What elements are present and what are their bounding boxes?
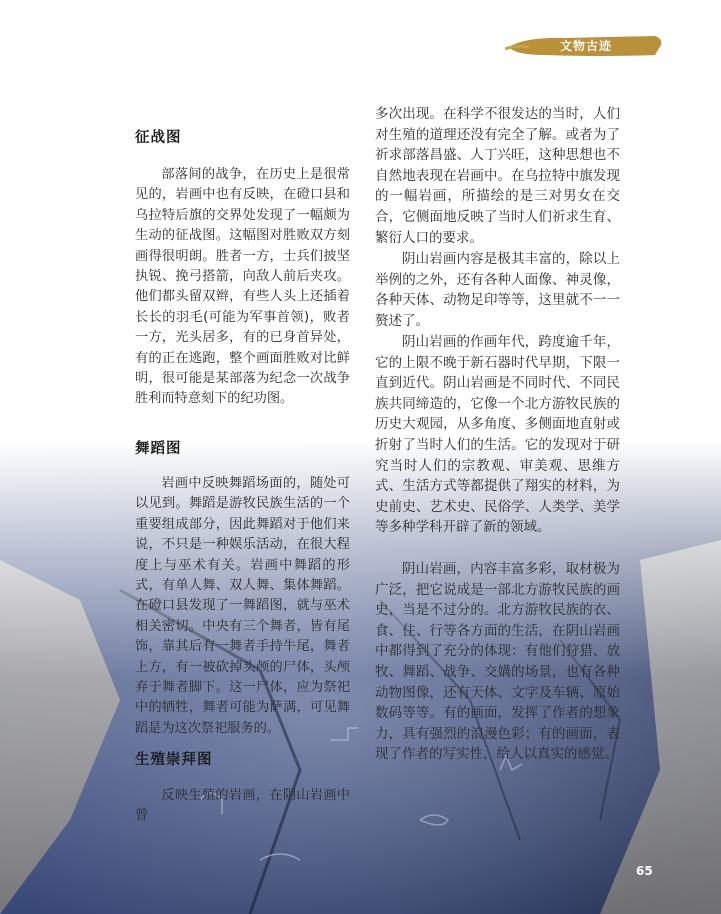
heading-dance: 舞蹈图 bbox=[135, 441, 182, 457]
paragraph-battle: 部落间的战争，在历史上是很常见的，岩画中也有反映，在磴口县和乌拉特后旗的交界处发现了一幅颇为生动的征战图。这幅图对胜败双方刻画得很明朗。胜者一方，士兵们披坚执锐、挽弓搭箭，向敌人前后夹攻。他们都头留双辫，有些人头上还插着长长的羽毛(可能为军事首领)，败者一方，光头居多，有的已身首异处，有的正在逃跑，整个画面胜败对比鲜明，很可能是某部落为纪念一次战争胜利而特意刻下的纪功图。 bbox=[135, 167, 350, 407]
paragraph-fertility-start: 反映生殖的岩画，在阴山岩画中曾 bbox=[135, 788, 350, 824]
paragraph-dating: 阴山岩画的作画年代，跨度逾千年，它的上限不晚于新石器时代早期，下限一直到近代。阴山岩画是不同时代、不同民族共同缔造的，它像一个北方游牧民族的历史大观园，从多角度、多侧面地直射或折射了当时人们的生活。它的发现对于研究当时人们的宗教观、审美观、思维方式、生活方式等都提供了翔实的材料，为史前史、艺术史、民俗学、人类学、美学等多种学科开辟了新的领域。 bbox=[375, 334, 620, 536]
section-label: 文物古迹 bbox=[560, 39, 613, 53]
paragraph-fertility-cont: 多次出现。在科学不很发达的当时，人们对生殖的道理还没有完全了解。或者为了祈求部落昌盛、人丁兴旺，这种思想也不自然地表现在岩画中。在乌拉特中旗发现的一幅岩画，所描绘的是三对男女在交合，它侧面地反映了当时人们祈求生育、繁衍人口的要求。 bbox=[375, 106, 620, 246]
paragraph-dance: 岩画中反映舞蹈场面的，随处可以见到。舞蹈是游牧民族生活的一个重要组成部分，因此舞蹈对于他们来说，不只是一种娱乐活动，在很大程度上与巫术有关。岩画中舞蹈的形式，有单人舞、双人舞、集体舞蹈。在磴口县发现了一舞蹈图，就与巫术相关密切。中央有三个舞者，皆有尾饰，靠其后有一舞者手持牛尾，舞者上方，有一被砍掉头颅的尸体，头颅弃于舞者脚下。这一尸体，应为祭祀中的牺牲，舞者可能为萨满，可见舞蹈是为这次祭祀服务的。 bbox=[135, 476, 350, 736]
heading-battle: 征战图 bbox=[135, 130, 182, 146]
paragraph-content-summary: 阴山岩画内容是极其丰富的，除以上举例的之外，还有各种人面像、神灵像，各种天体、动物足印等等，这里就不一一赘述了。 bbox=[375, 251, 620, 329]
heading-fertility: 生殖崇拜图 bbox=[135, 752, 213, 768]
paragraph-conclusion: 阴山岩画，内容丰富多彩，取材极为广泛，把它说成是一部北方游牧民族的画史，当是不过分的。北方游牧民族的衣、食、住、行等各方面的生活，在阴山岩画中都得到了充分的体现：有他们狩猎、放牧、舞蹈、战争、交媾的场景，也有各种动物图像，还有天体、文字及车辆、原始数码等等。有的画面，发挥了作者的想象力，具有强烈的浪漫色彩；有的画面，表现了作者的写实性，给人以真实的感觉。 bbox=[375, 561, 620, 763]
page-number: 65 bbox=[636, 864, 653, 878]
